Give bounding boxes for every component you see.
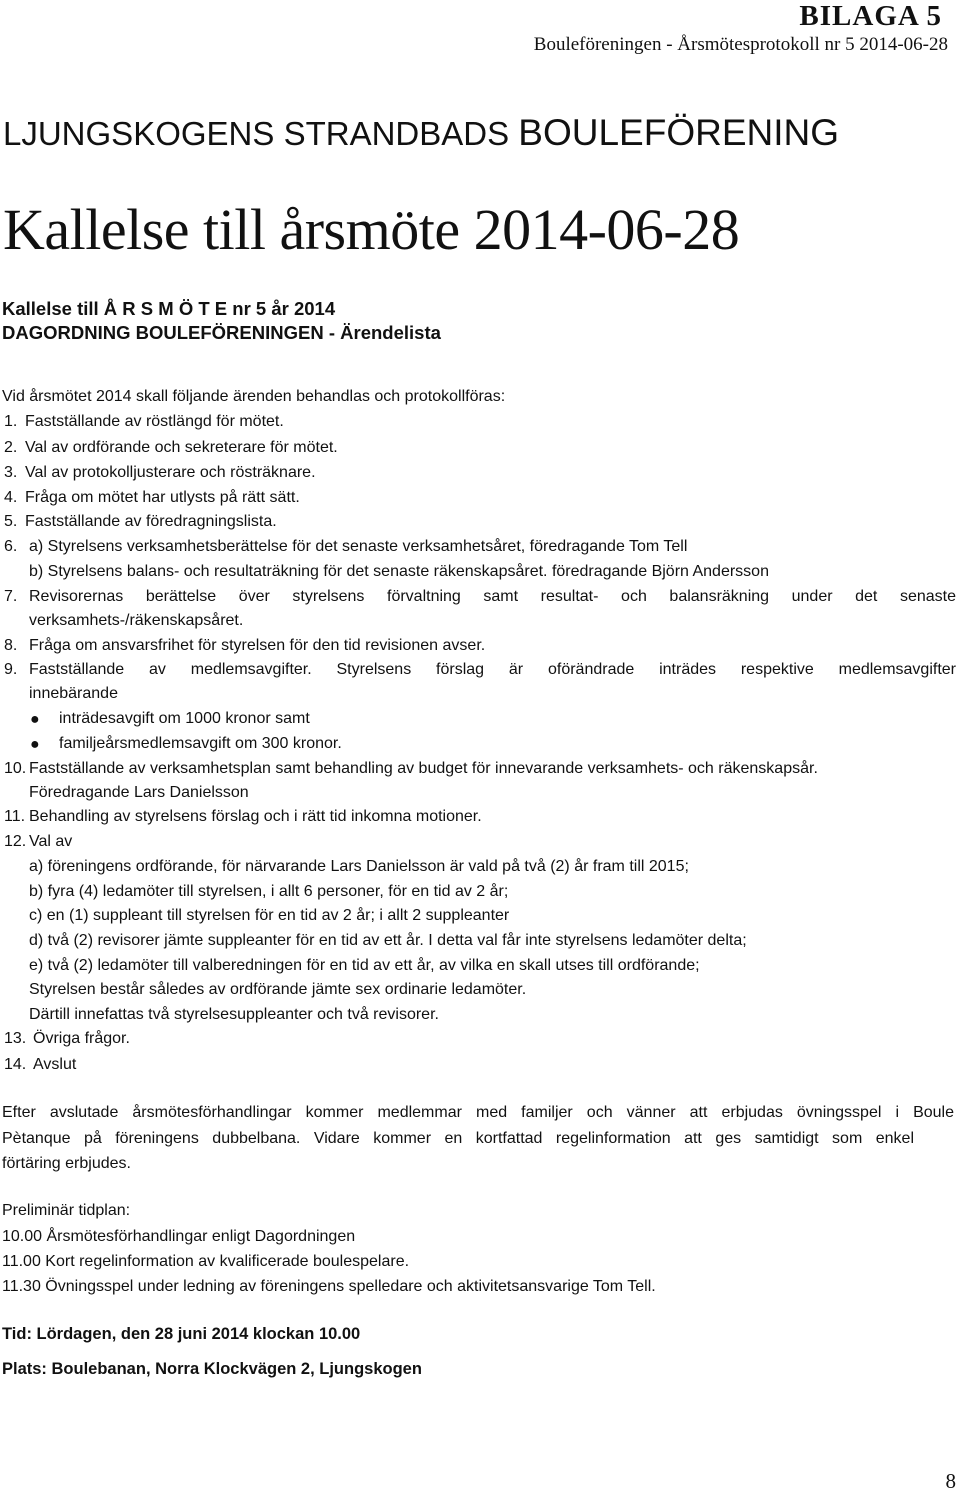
agenda-item-8-text: Fråga om ansvarsfrihet för styrelsen för den tid revisionen avser. xyxy=(29,637,486,654)
agenda-item-5: 5. xyxy=(4,513,18,530)
agenda-item-1: 1. xyxy=(4,413,18,430)
club-name-part2: BOULEFÖRENING xyxy=(518,112,839,153)
election-e: e) två (2) ledamöter till valberedningen för en tid av ett år, av vilka en skall utses till ordförande; xyxy=(29,957,700,974)
closing-line-2: Pètanque på föreningens dubbelbana. Vidare kommer en kortfattad regelinformation att ges samtidigt som enkel xyxy=(2,1130,914,1147)
agenda-item-10: 10. xyxy=(4,760,27,777)
agenda-item-3: 3. xyxy=(4,464,18,481)
agenda-item-9-line1: Fastställande av medlemsavgifter. Styrelsens förslag är oförändrade inträdes respektive medlemsavgifter xyxy=(29,661,956,678)
club-name-part1: LJUNGSKOGENS STRANDBADS xyxy=(3,115,510,152)
subheading-dagordning: DAGORDNING BOULEFÖRENINGEN - Ärendelista xyxy=(2,322,441,343)
election-b: b) fyra (4) ledamöter till styrelsen, i allt 6 personer, för en tid av 2 år; xyxy=(29,883,509,900)
agenda-item-7-line1: Revisorernas berättelse över styrelsens förvaltning samt resultat- och balansräkning under det senaste xyxy=(29,588,956,605)
schedule-item-1: 10.00 Årsmötesförhandlingar enligt Dagordningen xyxy=(2,1228,356,1245)
agenda-item-14-text: Avslut xyxy=(33,1056,77,1073)
schedule-item-3: 11.30 Övningsspel under ledning av föreningens spelledare och aktivitetsansvarige Tom Tell. xyxy=(2,1278,656,1295)
fee-bullet-1: inträdesavgift om 1000 kronor samt xyxy=(59,710,310,727)
closing-line-3: förtäring erbjudes. xyxy=(2,1155,131,1172)
agenda-item-12: 12. xyxy=(4,833,27,850)
appendix-label: BILAGA 5 xyxy=(799,0,942,32)
election-a: a) föreningens ordförande, för närvarande Lars Danielsson är vald på två (2) år fram till 2015; xyxy=(29,858,689,875)
meeting-time: Tid: Lördagen, den 28 juni 2014 klockan 10.00 xyxy=(2,1325,361,1343)
agenda-item-10-line1: Fastställande av verksamhetsplan samt behandling av budget för innevarande verksamhets- och räkenskapsår. xyxy=(29,760,818,777)
agenda-item-7-line2: verksamhets-/räkenskapsåret. xyxy=(29,612,244,629)
schedule-heading: Preliminär tidplan: xyxy=(2,1202,131,1219)
fee-bullet-2: familjeårsmedlemsavgift om 300 kronor. xyxy=(59,735,342,752)
agenda-item-1-text: Fastställande av röstlängd för mötet. xyxy=(25,413,284,430)
agenda-item-6b: b) Styrelsens balans- och resultaträkning för det senaste räkenskapsåret. föredragande Björn Andersson xyxy=(29,563,769,580)
election-note-2: Därtill innefattas två styrelsesuppleanter och två revisorer. xyxy=(29,1006,439,1023)
agenda-item-10-line2: Föredragande Lars Danielsson xyxy=(29,784,249,801)
closing-line-1: Efter avslutade årsmötesförhandlingar kommer medlemmar med familjer och vänner att erbjudas övningsspel i Boule xyxy=(2,1104,954,1121)
intro-text: Vid årsmötet 2014 skall följande ärenden behandlas och protokollföras: xyxy=(2,388,506,405)
agenda-item-6a: a) Styrelsens verksamhetsberättelse för det senaste verksamhetsåret, föredragande Tom Tell xyxy=(29,538,688,555)
agenda-item-8: 8. xyxy=(4,637,18,654)
agenda-item-7: 7. xyxy=(4,588,18,605)
agenda-item-12-text: Val av xyxy=(29,833,73,850)
election-c: c) en (1) suppleant till styrelsen för en tid av 2 år; i allt 2 suppleanter xyxy=(29,907,510,924)
schedule-item-2: 11.00 Kort regelinformation av kvalificerade boulespelare. xyxy=(2,1253,410,1270)
agenda-item-2: 2. xyxy=(4,439,18,456)
agenda-item-6: 6. xyxy=(4,538,18,555)
election-d: d) två (2) revisorer jämte suppleanter för en tid av ett år. I detta val får inte styrelsens ledamöter delta; xyxy=(29,932,747,949)
page-title: Kallelse till årsmöte 2014-06-28 xyxy=(3,197,740,262)
agenda-item-4: 4. xyxy=(4,489,18,506)
election-note-1: Styrelsen består således av ordförande jämte sex ordinarie ledamöter. xyxy=(29,981,527,998)
agenda-item-11-text: Behandling av styrelsens förslag och i rätt tid inkomna motioner. xyxy=(29,808,482,825)
agenda-item-5-text: Fastställande av föredragningslista. xyxy=(25,513,277,530)
agenda-item-9: 9. xyxy=(4,661,18,678)
club-name xyxy=(3,112,839,154)
bullet-icon: ● xyxy=(30,736,40,753)
agenda-item-13: 13. xyxy=(4,1030,27,1047)
subheading-kallelse: Kallelse till Å R S M Ö T E nr 5 år 2014 xyxy=(2,298,336,319)
agenda-item-14: 14. xyxy=(4,1056,27,1073)
agenda-item-2-text: Val av ordförande och sekreterare för mötet. xyxy=(25,439,338,456)
agenda-item-13-text: Övriga frågor. xyxy=(33,1030,130,1047)
meeting-place: Plats: Boulebanan, Norra Klockvägen 2, Ljungskogen xyxy=(2,1360,422,1378)
page-number: 8 xyxy=(945,1469,956,1493)
agenda-item-9-line2: innebärande xyxy=(29,685,118,702)
header-subtitle: Bouleföreningen - Årsmötesprotokoll nr 5 2014-06-28 xyxy=(533,34,948,55)
agenda-item-11: 11. xyxy=(4,808,26,825)
agenda-item-3-text: Val av protokolljusterare och rösträknare. xyxy=(25,464,316,481)
agenda-item-4-text: Fråga om mötet har utlysts på rätt sätt. xyxy=(25,489,300,506)
bullet-icon: ● xyxy=(30,711,40,728)
